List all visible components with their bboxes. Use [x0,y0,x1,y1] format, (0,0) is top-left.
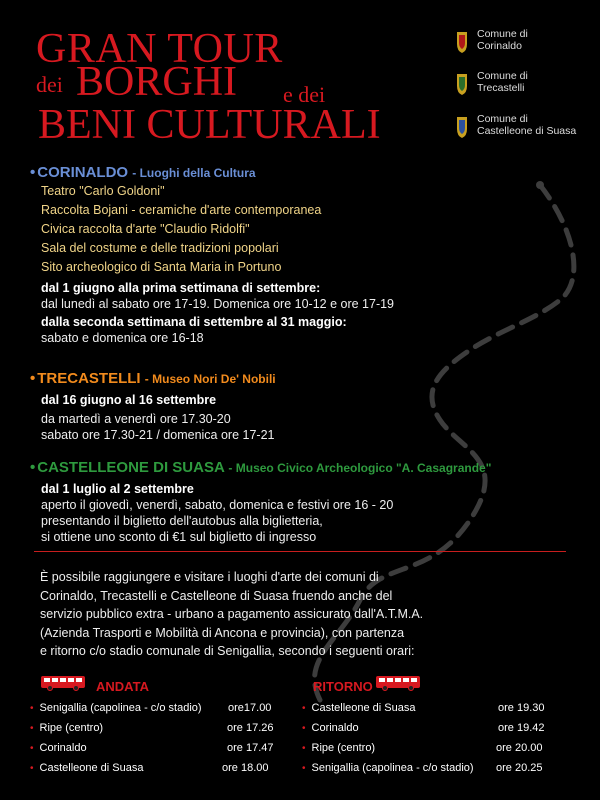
trecastelli-crest-icon [455,72,469,96]
section-divider [34,551,566,552]
venue-item: Sala del costume e delle tradizioni popolari [41,241,279,255]
castelleone-crest-icon [455,115,469,139]
castelleone-name: CASTELLEONE DI SUASA [37,459,225,476]
trecastelli-subtitle: - Museo Nori De' Nobili [144,372,276,386]
bullet-icon: • [30,459,36,476]
corinaldo-period-1: dal 1 giugno alla prima settimana di settembre: [41,281,321,295]
venue-item: Sito archeologico di Santa Maria in Portuno [41,260,282,274]
comune-castelleone [455,113,576,139]
bullet-icon: • [302,703,306,714]
corinaldo-period-2: dalla seconda settimana di settembre al 31 maggio: [41,315,347,329]
andata-row [30,742,87,754]
title-e-dei: e dei [283,82,326,107]
ritorno-row [302,702,415,714]
corinaldo-subtitle: - Luoghi della Cultura [132,166,256,180]
trecastelli-name: TRECASTELLI [37,370,141,387]
stop-name: Castelleone di Suasa [311,702,416,714]
transport-info-paragraph [40,568,580,661]
comune-name: Castelleone di Suasa [477,125,577,137]
ritorno-row [302,742,375,754]
stop-name: Senigallia (capolinea - c/o stadio) [39,702,202,714]
bullet-icon: • [302,763,306,774]
bullet-icon: • [30,743,34,754]
andata-time: ore17.00 [228,702,272,714]
castelleone-note-1: presentando il biglietto dell'autobus alla biglietteria, [41,514,323,528]
ritorno-time: ore 20.25 [496,762,543,774]
castelleone-note-2: si ottiene uno sconto di €1 sul biglietto di ingresso [41,530,317,544]
stop-name: Corinaldo [39,742,87,754]
comune-trecastelli [455,70,528,96]
stop-name: Ripe (centro) [311,742,376,754]
bus-icon [375,675,421,691]
trecastelli-hours-2: sabato ore 17.30-21 / domenica ore 17-21 [41,428,275,442]
comune-corinaldo [455,28,528,54]
bullet-icon: • [30,723,34,734]
bus-icon [40,675,86,691]
comune-label: Comune di [477,70,528,82]
venue-item: Civica raccolta d'arte "Claudio Ridolfi" [41,222,250,236]
castelleone-period: dal 1 luglio al 2 settembre [41,482,194,496]
trecastelli-header [30,370,276,388]
ritorno-label: RITORNO [313,679,373,694]
paragraph-line: È possibile raggiungere e visitare i luoghi d'arte dei comuni di [40,570,379,584]
corinaldo-name: CORINALDO [37,164,129,181]
stop-name: Castelleone di Suasa [39,762,144,774]
title-dei: dei [36,72,63,97]
ritorno-time: ore 19.42 [498,722,545,734]
andata-label: ANDATA [96,679,149,694]
stop-name: Corinaldo [311,722,359,734]
comune-label: Comune di [477,28,528,40]
paragraph-line: servizio pubblico extra - urbano a pagamento assicurato dall'A.T.M.A. [40,607,424,621]
section-corinaldo [30,164,394,346]
title-line-beni-culturali: BENI CULTURALI [38,102,381,148]
ritorno-row [302,722,359,734]
castelleone-subtitle: - Museo Civico Archeologico "A. Casagrande" [228,461,492,475]
comune-label: Comune di [477,113,528,125]
ritorno-time: ore 20.00 [496,742,543,754]
bullet-icon: • [30,703,34,714]
paragraph-line: e ritorno c/o stadio comunale di Senigallia, secondo i seguenti orari: [40,644,415,658]
venue-item: Teatro "Carlo Goldoni" [41,184,165,198]
andata-time: ore 17.47 [227,742,274,754]
corinaldo-header [30,164,394,182]
bullet-icon: • [30,763,34,774]
title-line-borghi: BORGHI [76,59,238,105]
section-castelleone [30,459,491,545]
corinaldo-hours-2: sabato e domenica ore 16-18 [41,331,204,345]
andata-row [30,762,143,774]
ritorno-time: ore 19.30 [498,702,545,714]
bullet-icon: • [30,164,36,181]
castelleone-header [30,459,491,477]
ritorno-row [302,762,474,774]
paragraph-line: (Azienda Trasporti e Mobilità di Ancona e provincia), con partenza [40,625,405,640]
trecastelli-hours-1: da martedì a venerdì ore 17.30-20 [41,412,231,426]
castelleone-hours: aperto il giovedì, venerdì, sabato, domenica e festivi ore 16 - 20 [41,498,394,512]
corinaldo-hours-1: dal lunedì al sabato ore 17-19. Domenica ore 10-12 e ore 17-19 [41,297,395,311]
corinaldo-crest-icon [455,30,469,54]
bullet-icon: • [30,370,36,387]
venue-item: Raccolta Bojani - ceramiche d'arte contemporanea [41,203,322,217]
andata-time: ore 18.00 [222,762,269,774]
comune-name: Corinaldo [477,40,522,52]
title-line-gran-tour: GRAN TOUR [36,26,283,72]
andata-row [30,722,103,734]
bullet-icon: • [302,723,306,734]
comune-name: Trecastelli [477,82,525,94]
paragraph-line: Corinaldo, Trecastelli e Castelleone di Suasa fruendo anche del [40,588,393,603]
stop-name: Ripe (centro) [39,722,104,734]
bullet-icon: • [302,743,306,754]
stop-name: Senigallia (capolinea - c/o stadio) [311,762,474,774]
section-trecastelli [30,370,276,443]
andata-row [30,702,202,714]
andata-time: ore 17.26 [227,722,274,734]
trecastelli-period: dal 16 giugno al 16 settembre [41,393,217,407]
